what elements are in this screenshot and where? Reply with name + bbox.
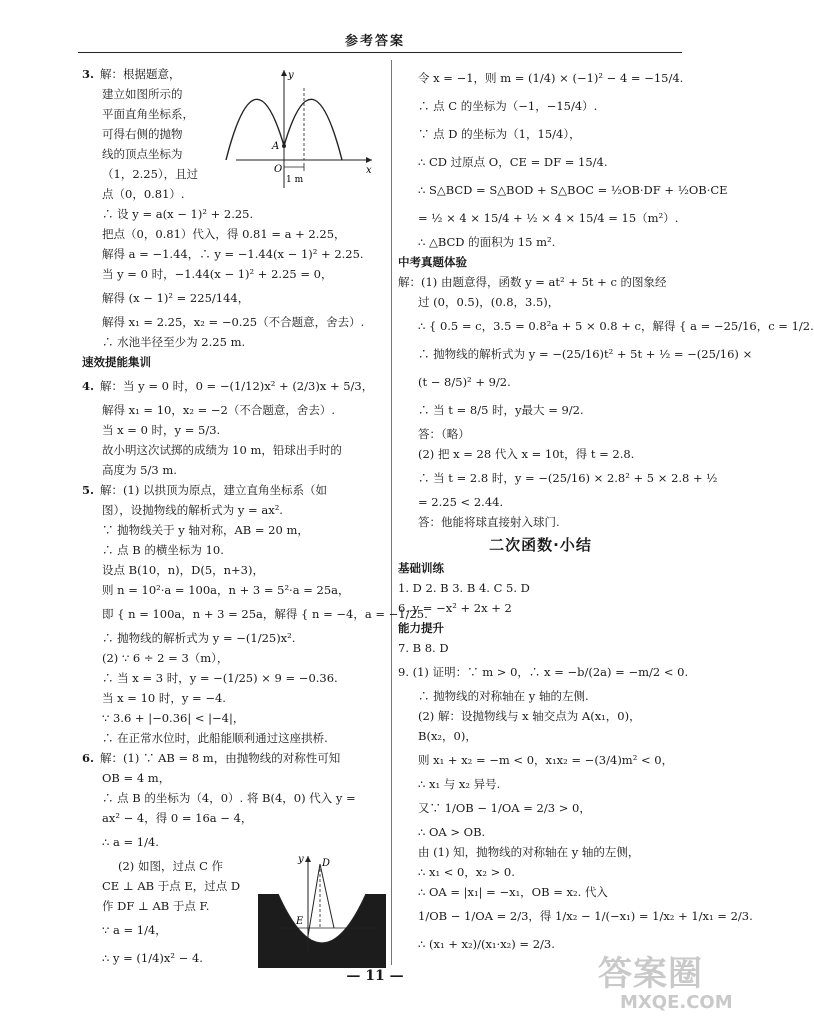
text-line: ∴ △BCD 的面积为 15 m². <box>418 235 556 249</box>
text-line: 当 x = 10 时，y = −4. <box>102 691 226 705</box>
text-line: 解得 x₁ = 10，x₂ = −2（不合题意，舍去）. <box>102 403 335 417</box>
text-line: 当 y = 0 时，−1.44(x − 1)² + 2.25 = 0， <box>102 267 333 281</box>
text-line: 建立如图所示的 <box>102 87 183 101</box>
text-line: ∴ x₁ 与 x₂ 异号. <box>418 777 501 791</box>
watermark-url: MXQE.COM <box>620 992 733 1013</box>
text-line: 由 (1) 知，抛物线的对称轴在 y 轴的左侧， <box>418 845 640 859</box>
site-watermark <box>598 955 738 1015</box>
text-line: ∴ 点 B 的横坐标为 10. <box>102 543 224 557</box>
point-label-o: O <box>274 164 283 175</box>
text-line: ∴ 点 C 的坐标为（−1，−15/4）. <box>418 99 598 113</box>
text-line: 平面直角坐标系， <box>102 107 194 121</box>
text-line: ∴ CD 过原点 O，CE = DF = 15/4. <box>418 155 608 169</box>
text-line: CE ⊥ AB 于点 E，过点 D <box>102 879 241 893</box>
text-line: ∴ a = 1/4. <box>102 835 159 849</box>
problem-number: 4. <box>82 379 95 393</box>
channel-parabola-figure <box>258 852 386 972</box>
section-heading: 速效提能集训 <box>82 355 151 369</box>
text-line: (2) 解：设抛物线与 x 轴交点为 A(x₁，0)， <box>418 709 641 723</box>
text-line: ∴ 当 t = 8/5 时，y最大 = 9/2. <box>418 403 584 417</box>
text-line: 解：(1) 以拱顶为原点，建立直角坐标系（如 <box>100 483 327 497</box>
point-label-d: D <box>322 858 331 869</box>
text-line: 答：（略） <box>418 427 470 441</box>
problem-number: 6. <box>82 751 95 765</box>
problem-4 <box>82 372 382 480</box>
text-line: 作 DF ⊥ AB 于点 F. <box>102 899 210 913</box>
text-line: 则 x₁ + x₂ = −m < 0，x₁x₂ = −(3/4)m² < 0， <box>418 753 674 767</box>
section-title: 二次函数·小结 <box>489 536 592 554</box>
text-line: ∴ 当 t = 2.8 时，y = −(25/16) × 2.8² + 5 × 2.8 + ½ <box>418 471 718 485</box>
text-line: ∴ 水池半径至少为 2.25 m. <box>102 335 246 349</box>
text-line: 线的顶点坐标为 <box>102 147 183 161</box>
section-heading: 能力提升 <box>398 621 444 635</box>
axis-label-y: y <box>288 70 294 81</box>
text-line: ∴ y = (1/4)x² − 4. <box>102 951 203 965</box>
text-line: ∵ 3.6 + |−0.36| < |−4|， <box>102 711 245 725</box>
text-line: ∴ 在正常水位时，此船能顺利通过这座拱桥. <box>102 731 328 745</box>
text-line: 设点 B(10，n)，D(5，n+3)， <box>102 563 264 577</box>
text-line: 图），设抛物线的解析式为 y = ax². <box>102 503 283 517</box>
text-line: ∵ a = 1/4， <box>102 923 167 937</box>
text-line: OB = 4 m， <box>102 771 171 785</box>
text-line: 点（0，0.81）. <box>102 187 185 201</box>
text-line: 解：(1) ∵ AB = 8 m，由抛物线的对称性可知 <box>100 751 341 765</box>
text-line: ∴ S△BCD = S△BOD + S△BOC = ½OB·DF + ½OB·CE <box>418 183 728 197</box>
text-line: 解得 (x − 1)² = 225/144， <box>102 291 250 305</box>
text-line: ∴ 抛物线的解析式为 y = −(25/16)t² + 5t + ½ = −(25/16) × <box>418 347 753 361</box>
text-line: 又∵ 1/OB − 1/OA = 2/3 > 0， <box>418 801 591 815</box>
right-column <box>398 64 814 958</box>
page-number: — 11 — <box>346 968 404 984</box>
answer-line: 1. D 2. B 3. B 4. C 5. D <box>398 581 530 595</box>
text-line: 令 x = −1，则 m = (1/4) × (−1)² − 4 = −15/4. <box>418 71 684 85</box>
text-line: 9. (1) 证明：∵ m > 0，∴ x = −b/(2a) = −m/2 < 0. <box>398 665 689 679</box>
text-line: (t − 8/5)² + 9/2. <box>418 375 511 389</box>
text-line: ∵ 抛物线关于 y 轴对称，AB = 20 m， <box>102 523 309 537</box>
watermark-logo-text: 答案圈 <box>598 954 703 994</box>
text-line: 解得 a = −1.44，∴ y = −1.44(x − 1)² + 2.25. <box>102 247 364 261</box>
point-label-a: A <box>272 141 280 152</box>
text-line: 解：根据题意， <box>100 67 181 81</box>
text-line: = ½ × 4 × 15/4 + ½ × 4 × 15/4 = 15（m²）. <box>418 211 679 225</box>
text-line: (2) ∵ 6 ÷ 2 = 3（m）， <box>102 651 229 665</box>
problem-number: 3. <box>82 67 95 81</box>
section-heading: 中考真题体验 <box>398 255 467 269</box>
text-line: B(x₂，0)， <box>418 729 477 743</box>
text-line: ax² − 4，得 0 = 16a − 4， <box>102 811 253 825</box>
answer-line: 6. y = −x² + 2x + 2 <box>398 601 512 615</box>
text-line: 把点（0，0.81）代入，得 0.81 = a + 2.25， <box>102 227 346 241</box>
text-line: = 2.25 < 2.44. <box>418 495 504 509</box>
problem-3 <box>82 64 382 352</box>
problem-number: 5. <box>82 483 95 497</box>
header-rule <box>78 52 682 53</box>
problem-6 <box>82 748 382 972</box>
answer-line: 7. B 8. D <box>398 641 449 655</box>
text-line: ∴ OA > OB. <box>418 825 486 839</box>
column-divider <box>391 60 392 965</box>
text-line: 解：(1) 由题意得，函数 y = at² + 5t + c 的图象经 <box>398 275 667 289</box>
text-line: ∴ 点 B 的坐标为（4，0）. 将 B(4，0) 代入 y = <box>102 791 356 805</box>
point-label-f: F <box>322 934 329 945</box>
axis-label-y: y <box>298 854 304 865</box>
text-line: ∴ x₁ < 0，x₂ > 0. <box>418 865 515 879</box>
text-line: ∴ (x₁ + x₂)/(x₁·x₂) = 2/3. <box>418 937 555 951</box>
text-line: ∴ 抛物线的解析式为 y = −(1/25)x². <box>102 631 296 645</box>
fountain-parabola-figure <box>230 66 380 196</box>
unit-label: 1 m <box>286 175 304 185</box>
axis-label-x: x <box>366 165 372 176</box>
text-line: 则 n = 10²·a = 100a，n + 3 = 5²·a = 25a， <box>102 583 350 597</box>
text-line: (2) 把 x = 28 代入 x = 10t，得 t = 2.8. <box>418 447 635 461</box>
text-line: 可得右侧的抛物 <box>102 127 183 141</box>
text-line: 解得 x₁ = 2.25，x₂ = −0.25（不合题意，舍去）. <box>102 315 365 329</box>
text-line: ∴ 抛物线的对称轴在 y 轴的左侧. <box>418 689 589 703</box>
text-line: ∴ { 0.5 = c，3.5 = 0.8²a + 5 × 0.8 + c，解得 { a = −25/16，c = 1/2. <box>418 319 814 333</box>
point-label-o: O <box>310 933 318 943</box>
text-line: ∵ 点 D 的坐标为（1，15/4）， <box>418 127 581 141</box>
text-line: ∴ 当 x = 3 时，y = −(1/25) × 9 = −0.36. <box>102 671 338 685</box>
section-heading: 基础训练 <box>398 561 444 575</box>
text-line: 故小明这次试掷的成绩为 10 m，铅球出手时的 <box>102 443 342 457</box>
text-line: (2) 如图，过点 C 作 <box>118 859 224 873</box>
text-line: ∴ OA = |x₁| = −x₁，OB = x₂. 代入 <box>418 885 608 899</box>
text-line: ∴ 设 y = a(x − 1)² + 2.25. <box>102 207 254 221</box>
text-line: 过 (0，0.5)，(0.8，3.5)， <box>418 295 560 309</box>
text-line: 1/OB − 1/OA = 2/3，得 1/x₂ − 1/(−x₁) = 1/x₂ + 1/x₁ = 2/3. <box>418 909 753 923</box>
text-line: 高度为 5/3 m. <box>102 463 177 477</box>
point-label-e: E <box>296 916 304 927</box>
text-line: 即 { n = 100a，n + 3 = 25a，解得 { n = −4，a = −1/25. <box>102 607 428 621</box>
text-line: 解：当 y = 0 时，0 = −(1/12)x² + (2/3)x + 5/3， <box>100 379 374 393</box>
page-header-title: 参考答案 <box>344 34 405 49</box>
text-line: （1，2.25），且过 <box>102 167 199 181</box>
text-line: 答：他能将球直接射入球门. <box>418 515 560 529</box>
text-line: 当 x = 0 时，y = 5/3. <box>102 423 221 437</box>
